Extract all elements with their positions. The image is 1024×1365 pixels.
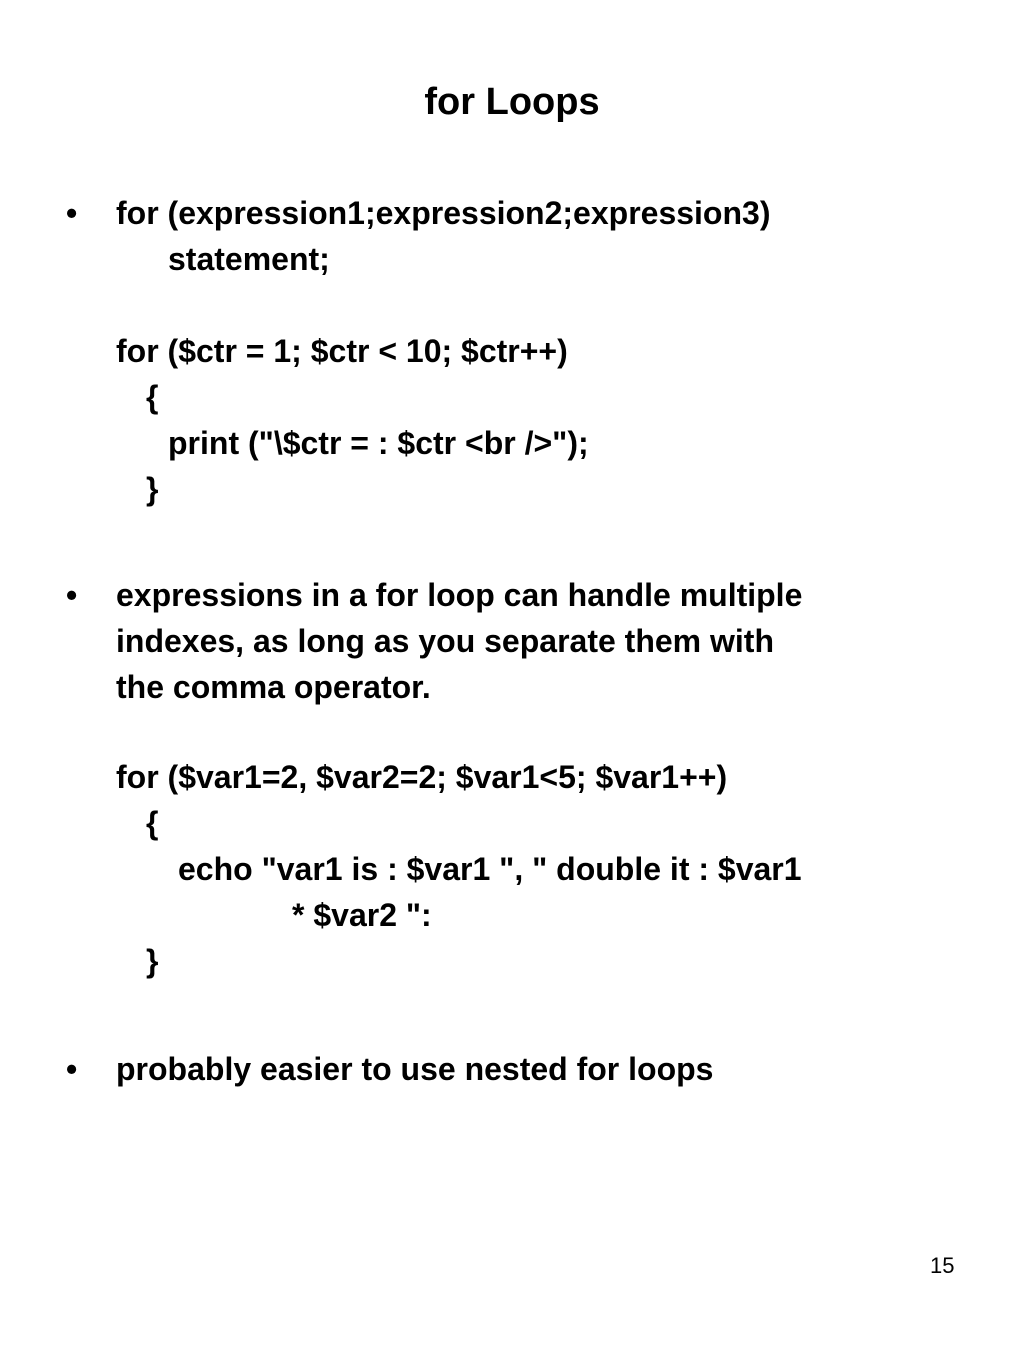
bullet-2-text-line: the comma operator. [116, 669, 431, 705]
bullet-2-code-line: for ($var1=2, $var2=2; $var1<5; $var1++) [116, 759, 728, 795]
bullet-1-code-line: } [146, 471, 159, 507]
bullet-2-code-line: * $var2 ": [292, 897, 432, 933]
bullet-2-text-line: indexes, as long as you separate them with [116, 623, 774, 659]
bullet-marker: • [66, 577, 78, 613]
bullet-2-code-line: { [146, 805, 159, 841]
bullet-marker: • [66, 1051, 78, 1087]
bullet-2-code-line: } [146, 943, 159, 979]
slide-title: for Loops [424, 81, 600, 123]
bullet-1-code-line: print ("\$ctr = : $ctr <br />"); [168, 425, 589, 461]
slide-number: 15 [930, 1253, 955, 1278]
bullet-1-code-line: { [146, 379, 159, 415]
bullet-1-statement-line: statement; [168, 241, 330, 277]
bullet-2-code-line: echo "var1 is : $var1 ", " double it : $var1 [178, 851, 802, 887]
bullet-2-text-line: expressions in a for loop can handle multiple [116, 577, 803, 613]
bullet-marker: • [66, 195, 78, 231]
bullet-1-syntax-line: for (expression1;expression2;expression3) [116, 195, 771, 231]
bullet-3-text-line: probably easier to use nested for loops [116, 1051, 714, 1087]
bullet-1-code-line: for ($ctr = 1; $ctr < 10; $ctr++) [116, 333, 568, 369]
